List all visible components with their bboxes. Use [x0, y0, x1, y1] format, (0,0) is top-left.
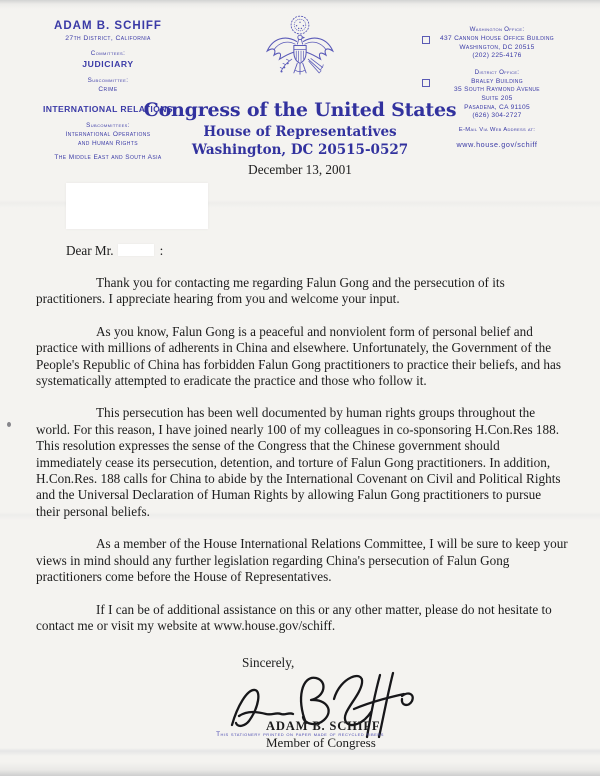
website-url: www.house.gov/schiff — [456, 139, 538, 149]
committees-label: Committees: — [90, 50, 126, 57]
district-office-label: District Office: — [474, 68, 520, 76]
recycled-paper-note: This stationery printed on paper made of recycled fibers — [216, 731, 384, 738]
district-address-line: (626) 304-2727 — [472, 112, 522, 120]
paragraph-hconres-188: This persecution has been well documented by human rights groups throughout the world. For this reason, I have joined nearly 100 of my colleagues in co-sponsoring H.Con.Res 188. This resolution expresses the sense of the Congress that the Chinese government should immediately cease its persecution, detention, and torture of Falun Gong practitioners. In addition, H.Con.Res. 188 calls for China to abide by the International Covenant on Civil and Political Rights and the Universal Declaration of Human Rights by allowing Falun Gong practitioners to pursue their personal beliefs. — [36, 405, 561, 519]
washington-address-line: Washington, DC 20515 — [459, 43, 535, 51]
city-zip-line: Washington, DC 20515-0527 — [191, 142, 409, 158]
subcommittee-human-rights: and Human Rights — [78, 140, 138, 147]
email-label: E-Mail Via Web Address at: — [458, 126, 536, 133]
paragraph-further-assistance: If I can be of additional assistance on this or any other matter, please do not hesitate to contact me or visit my website at www.house.gov/schiff. — [36, 601, 552, 633]
washington-address-line: 437 Cannon House Office Building — [440, 35, 554, 42]
salutation-prefix: Dear Mr. — [66, 243, 114, 258]
district-address-line: Pasadena, CA 91105 — [464, 103, 530, 111]
redacted-recipient-address — [66, 183, 208, 229]
subcommittee-middle-east: The Middle East and South Asia — [54, 154, 162, 161]
letterhead — [0, 0, 600, 178]
letter-date: December 13, 2001 — [248, 162, 352, 177]
letter-body — [36, 275, 568, 634]
paragraph-committee-commitment: As a member of the House International Relations Committee, I will be sure to keep your views in mind should any further legislation regarding China's persecution of Falun Gong practitioners come before the House of Representatives. — [36, 536, 568, 585]
scan-artifact-speck — [7, 422, 11, 427]
redacted-recipient-name — [118, 244, 154, 256]
congress-line: Congress of the United States — [143, 99, 457, 121]
committee-international-relations: INTERNATIONAL RELATIONS — [43, 104, 173, 114]
closing-sincerely: Sincerely, — [242, 655, 295, 671]
committee-judiciary: JUDICIARY — [82, 59, 134, 69]
great-seal-icon — [259, 10, 341, 92]
subcommittee-label: Subcommittee: — [87, 77, 129, 84]
subcommittee-international-operations: International Operations — [65, 131, 151, 138]
signer-title: Member of Congress — [266, 735, 376, 751]
subcommittees-label: Subcommittees: — [86, 122, 130, 129]
paragraph-thanks: Thank you for contacting me regarding Falun Gong and the persecution of its practitioners. I appreciate hearing from you and welcome your input. — [36, 275, 505, 307]
member-district: 27th District, California — [65, 35, 151, 42]
district-address-line: Suite 205 — [481, 94, 513, 102]
washington-office-label: Washington Office: — [469, 26, 525, 33]
washington-address-line: (202) 225-4176 — [472, 52, 522, 60]
member-name: ADAM B. SCHIFF — [54, 20, 162, 32]
house-line: House of Representatives — [203, 124, 397, 140]
typed-signer-name: ADAM B. SCHIFF — [266, 719, 381, 734]
subcommittee-crime: Crime — [98, 86, 118, 93]
salutation-colon: : — [159, 243, 164, 258]
letterhead-center — [0, 10, 600, 178]
handwritten-signature — [228, 663, 600, 721]
district-address-line: 35 South Raymond Avenue — [454, 86, 540, 94]
salutation — [66, 243, 600, 259]
paragraph-falun-gong-background: As you know, Falun Gong is a peaceful and nonviolent form of personal belief and practice with millions of adherents in China and elsewhere. Unfortunately, the Government of the People's Republic of China has forbidden Falun Gong practitioners to practice their beliefs, and has systematically attempted to eradicate the practice and those who follow it. — [36, 323, 561, 389]
district-address-line: Braley Building — [471, 77, 523, 85]
